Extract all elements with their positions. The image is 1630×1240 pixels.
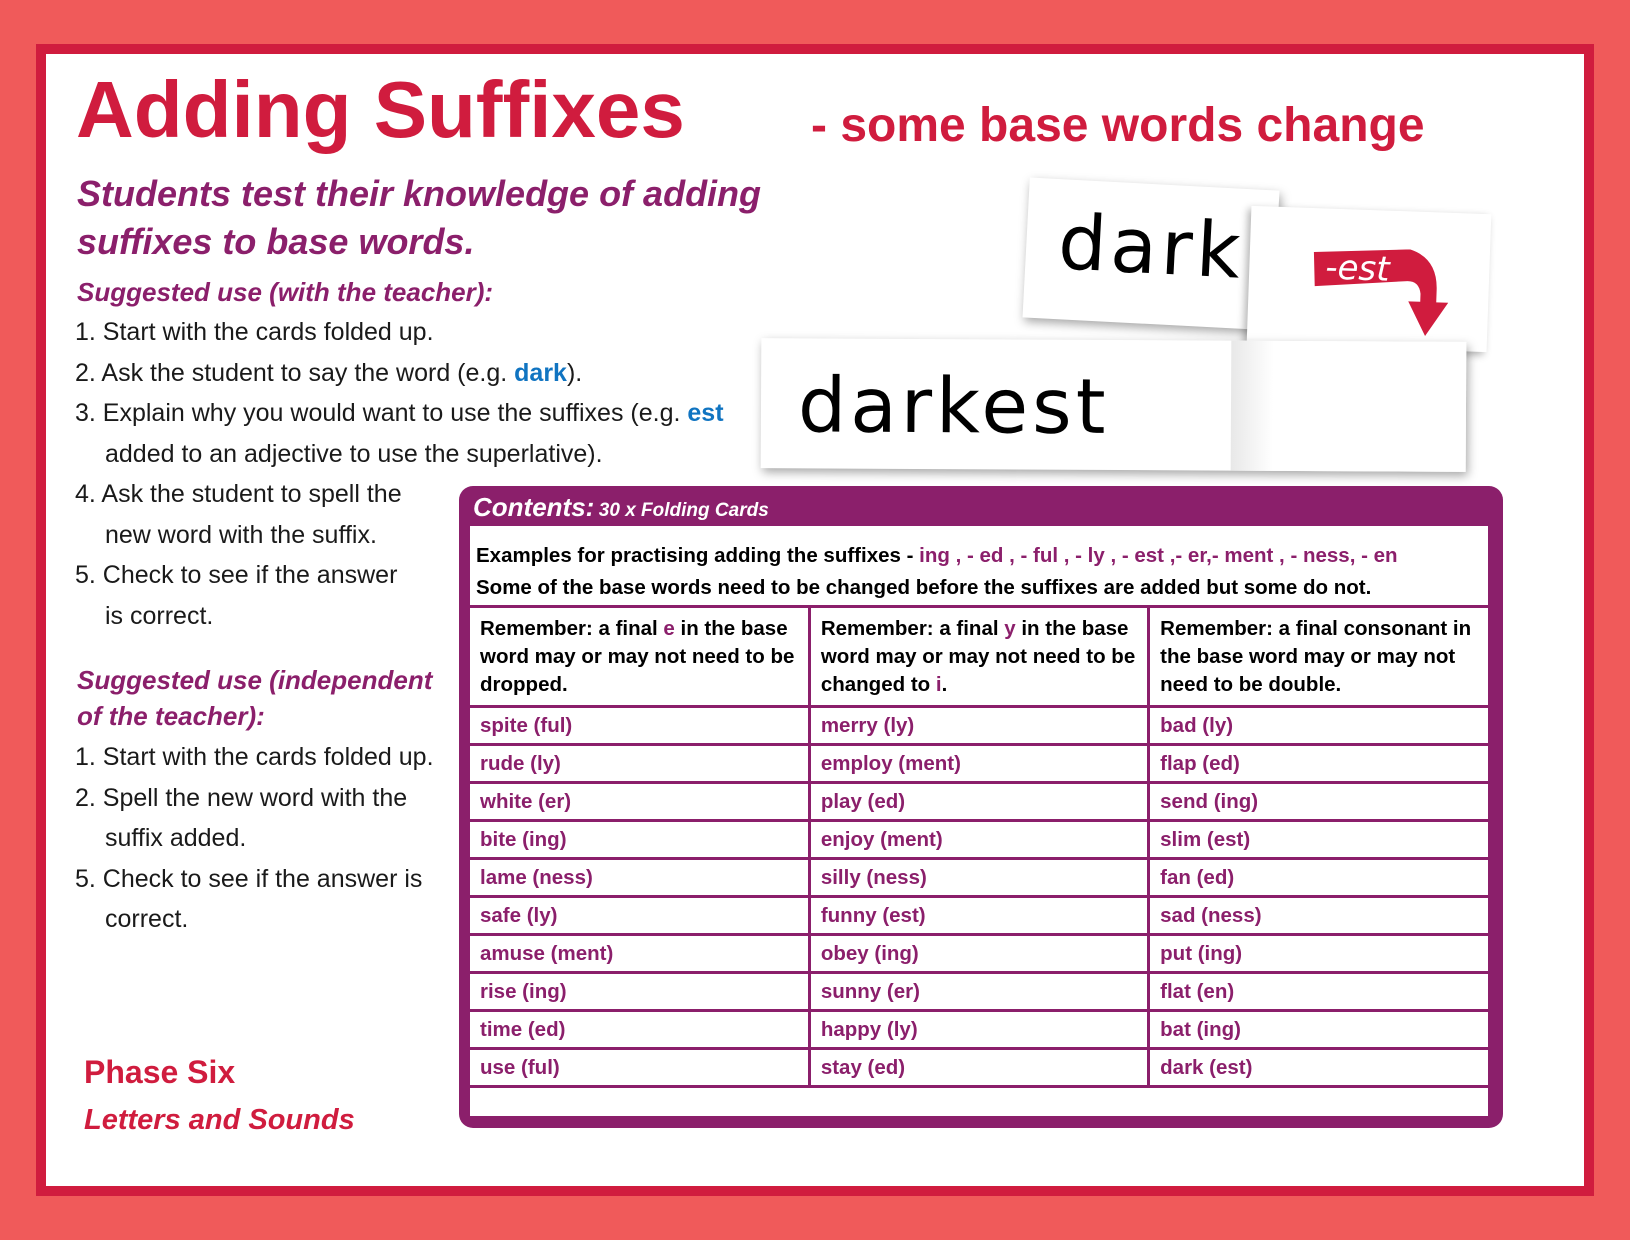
table-row [470, 935, 1488, 973]
table-row [470, 821, 1488, 859]
table-row [470, 973, 1488, 1011]
teacher-heading: Suggested use (with the teacher): [77, 277, 494, 307]
independent-step-3-cont: correct. [105, 905, 189, 933]
words-table [470, 608, 1488, 1088]
table-cell: merry (ly) [809, 707, 1148, 745]
table-row [470, 707, 1488, 745]
independent-steps [75, 737, 434, 940]
table-row [470, 859, 1488, 897]
rule-header-consonant: Remember: a final consonant in the base word may or may not need to be double. [1149, 608, 1488, 707]
table-cell: silly (ness) [809, 859, 1148, 897]
table-cell: spite (ful) [470, 707, 809, 745]
examples-label: Examples for practising adding the suffixes - [476, 544, 914, 567]
table-cell: white (er) [470, 783, 809, 821]
rule-header-y: Remember: a final y in the base word may or may not need to be changed to i. [809, 608, 1148, 707]
table-cell: fan (ed) [1149, 859, 1488, 897]
table-row [470, 1049, 1488, 1087]
series-label: Letters and Sounds [84, 1104, 355, 1136]
page-subtitle: - some base words change [811, 99, 1425, 152]
table-cell: amuse (ment) [470, 935, 809, 973]
table-cell: rude (ly) [470, 745, 809, 783]
card-result-word [761, 338, 1467, 472]
table-cell: use (ful) [470, 1049, 809, 1087]
examples-line [476, 540, 1488, 572]
table-cell: flap (ed) [1149, 745, 1488, 783]
table-row [470, 783, 1488, 821]
table-header-row [470, 608, 1488, 707]
table-cell: obey (ing) [809, 935, 1148, 973]
poster-frame [36, 44, 1594, 1196]
independent-step-2: 2. Spell the new word with the [75, 783, 408, 812]
card-result-word-text: darkest [797, 360, 1110, 451]
card-fold [1231, 341, 1467, 472]
card-suffix-text: -est [1324, 247, 1391, 290]
example-word-dark: dark [514, 358, 567, 387]
contents-panel [459, 486, 1503, 1128]
table-body [470, 707, 1488, 1087]
intro-text: Students test their knowledge of adding suffixes to base words. [77, 173, 762, 262]
phase-label: Phase Six [84, 1054, 236, 1090]
teacher-step-4-cont: new word with the suffix. [105, 520, 377, 549]
table-cell: dark (est) [1149, 1049, 1488, 1087]
teacher-step-3-cont: added to an adjective to use the superlative). [105, 439, 603, 468]
contents-header [473, 492, 769, 523]
teacher-step-5-cont: is correct. [105, 601, 214, 630]
table-cell: sunny (er) [809, 973, 1148, 1011]
rule-header-e: Remember: a final e in the base word may or may not need to be dropped. [470, 608, 809, 707]
teacher-step-2-text: 2. Ask the student to say the word (e.g. [75, 358, 515, 387]
table-cell: happy (ly) [809, 1011, 1148, 1049]
table-cell: stay (ed) [809, 1049, 1148, 1087]
table-cell: bite (ing) [470, 821, 809, 859]
teacher-step-1: 1. Start with the cards folded up. [75, 318, 434, 346]
card-base-word [1023, 178, 1280, 331]
independent-step-1: 1. Start with the cards folded up. [75, 743, 434, 771]
table-cell: play (ed) [809, 783, 1148, 821]
suffix-arrow-icon [1307, 246, 1450, 341]
teacher-step-5: 5. Check to see if the answer [75, 561, 398, 589]
teacher-step-4: 4. Ask the student to spell the [75, 480, 402, 508]
teacher-step-3-text: 3. Explain why you would want to use the suffixes (e.g. [75, 399, 688, 427]
independent-heading [77, 662, 432, 734]
examples-note: Some of the base words need to be changed before the suffixes are added but some do not. [476, 576, 1372, 599]
independent-step-2-cont: suffix added. [105, 824, 247, 852]
table-row [470, 745, 1488, 783]
page-title: Adding Suffixes [76, 65, 685, 154]
table-row [470, 897, 1488, 935]
table-cell: sad (ness) [1149, 897, 1488, 935]
independent-heading-line-1: Suggested use (independent [77, 665, 433, 695]
teacher-step-2-end: ). [566, 358, 583, 387]
table-row [470, 1011, 1488, 1049]
independent-heading-line-2: of the teacher): [77, 701, 265, 731]
examples-box [470, 526, 1488, 608]
table-cell: rise (ing) [470, 973, 809, 1011]
example-suffix-est: est [687, 399, 724, 427]
contents-body [470, 526, 1488, 1116]
teacher-step-3 [75, 393, 724, 434]
suffix-list: ing , - ed , - ful , - ly , - est ,- er,- ment , - ness, - en [913, 544, 1398, 567]
table-cell: bat (ing) [1149, 1011, 1488, 1049]
card-base-word-text: dark [1056, 197, 1247, 296]
table-cell: bad (ly) [1149, 707, 1488, 745]
table-cell: slim (est) [1149, 821, 1488, 859]
table-cell: safe (ly) [470, 897, 809, 935]
table-cell: flat (en) [1149, 973, 1488, 1011]
independent-step-3: 5. Check to see if the answer is [75, 864, 423, 893]
table-cell: lame (ness) [470, 859, 809, 897]
table-cell: put (ing) [1149, 935, 1488, 973]
contents-count: 30 x Folding Cards [598, 500, 769, 521]
table-cell: send (ing) [1149, 783, 1488, 821]
teacher-step-2 [75, 353, 724, 394]
card-suffix [1247, 206, 1492, 352]
table-cell: employ (ment) [809, 745, 1148, 783]
poster-page [46, 54, 1584, 1186]
contents-label: Contents: [473, 492, 595, 522]
table-cell: enjoy (ment) [809, 821, 1148, 859]
table-cell: funny (est) [809, 897, 1148, 935]
table-cell: time (ed) [470, 1011, 809, 1049]
